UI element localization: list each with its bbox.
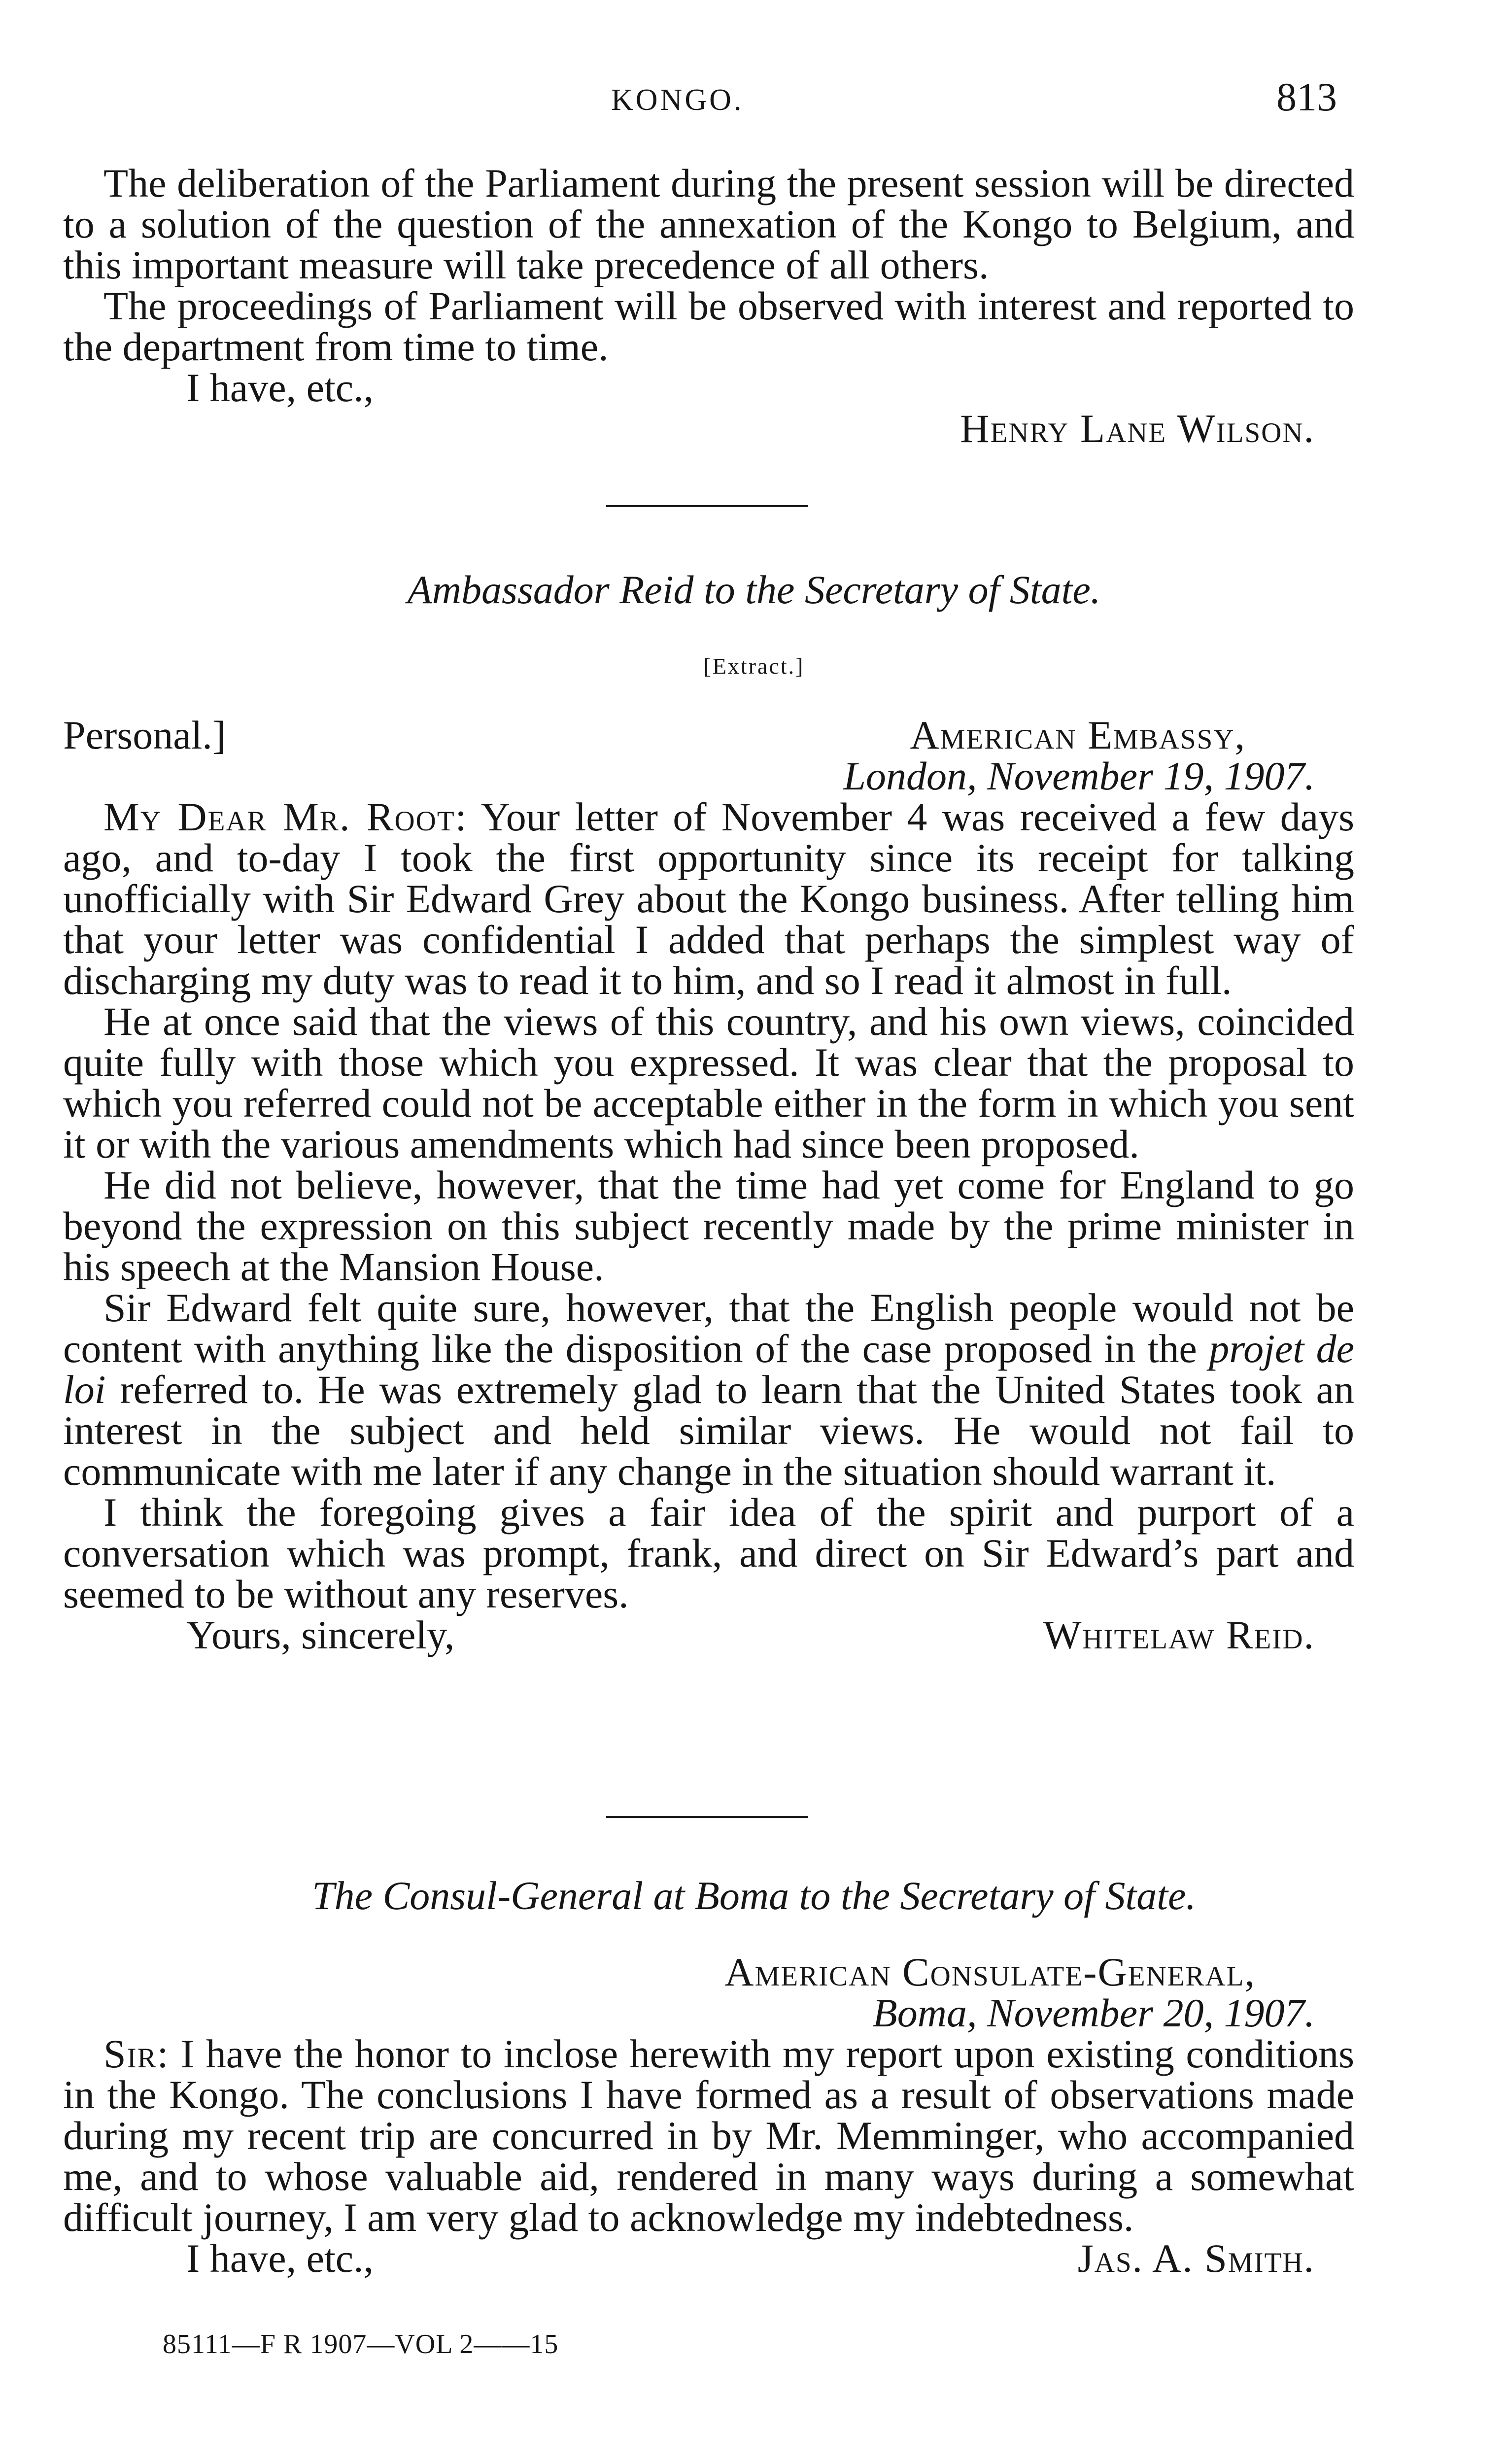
paragraph: He did not believe, however, that the time had yet come for England to go beyond the expression on this subject recently made by the prime minister in his speech at the Mansion House. [63, 1163, 1354, 1289]
page-number: 813 [1276, 74, 1337, 119]
paragraph-text: referred to. He was extremely glad to learn that the United States took an interest in the subject and held similar views. He would not fail to communicate with me later if any change in the situation should warrant it. [63, 1367, 1354, 1494]
signature: Whitelaw Reid. [1043, 1612, 1315, 1657]
place: American Consulate-General, [724, 1950, 1256, 1994]
address-row [63, 715, 1354, 755]
section-divider [606, 1816, 808, 1818]
closing-row [63, 2238, 1354, 2279]
section-reid-letter [63, 715, 1354, 1655]
running-title: KONGO. [611, 83, 744, 117]
paragraph-text: Sir Edward felt quite sure, however, that the English people would not be content with anything like the disposition of the case proposed in the [63, 1285, 1354, 1371]
paragraph: He at once said that the views of this country, and his own views, coincided quite fully with those which you expressed. It was clear that the proposal to which you referred could not be acceptable either in the form in which you sent it or with the various amendments which had since been proposed. [63, 999, 1354, 1166]
paragraph: The proceedings of Parliament will be observed with interest and reported to the department from time to time. [63, 283, 1354, 369]
letter-heading: The Consul-General at Boma to the Secretary of State. [312, 1873, 1196, 1918]
closing: I have, etc., [186, 365, 374, 410]
extract-note: [Extract.] [703, 653, 805, 679]
paragraph [63, 1287, 1354, 1492]
paragraph-body: Your letter of November 4 was received a few days ago, and to-day I took the first opportunity since its receipt for talking unofficially with Sir Edward Grey about the Kongo business. After telling him that your letter was confidential I added that perhaps the simplest way of discharging my duty was to read it to him, and so I read it almost in full. [63, 794, 1355, 1003]
letter-heading: Ambassador Reid to the Secretary of State. [407, 567, 1101, 612]
signature: Jas. A. Smith. [1077, 2236, 1315, 2281]
closing-row [63, 1614, 1354, 1655]
classification: Personal.] [63, 713, 226, 757]
salutation: My Dear Mr. Root: [103, 794, 468, 839]
signature-mark: 85111—F R 1907—VOL 2——15 [163, 2329, 559, 2360]
dateline: Boma, November 20, 1907. [872, 1990, 1315, 2035]
paragraph: The deliberation of the Parliament during the present session will be directed to a solution of the question of the annexation of the Kongo to Belgium, and this important measure will take precedence of all others. [63, 161, 1354, 287]
paragraph-body: I have the honor to inclose herewith my report upon existing conditions in the Kongo. The conclusions I have formed as a result of observations made during my recent trip are concurred in by Mr. Memminger, who accompanied me, and to whose valuable aid, rendered in many ways during a somewhat difficult journey, I am very glad to acknowledge my indebtedness. [63, 2031, 1355, 2240]
place: American Embassy, [910, 713, 1246, 757]
section-wilson-letter [63, 163, 1354, 449]
dateline: London, November 19, 1907. [843, 753, 1315, 798]
section-divider [606, 505, 808, 507]
paragraph [63, 796, 1354, 1001]
section-smith-letter [63, 1951, 1354, 2279]
paragraph [63, 2033, 1354, 2238]
italic-phrase: projet de loi [63, 1326, 1354, 1412]
salutation: Sir: [103, 2031, 170, 2076]
closing: I have, etc., [186, 2236, 374, 2281]
signature: Henry Lane Wilson. [960, 406, 1315, 451]
paragraph: I think the foregoing gives a fair idea of the spirit and purport of a conversation which was prompt, frank, and direct on Sir Edward’s part and seemed to be without any reserves. [63, 1490, 1354, 1616]
closing: Yours, sincerely, [186, 1612, 455, 1657]
